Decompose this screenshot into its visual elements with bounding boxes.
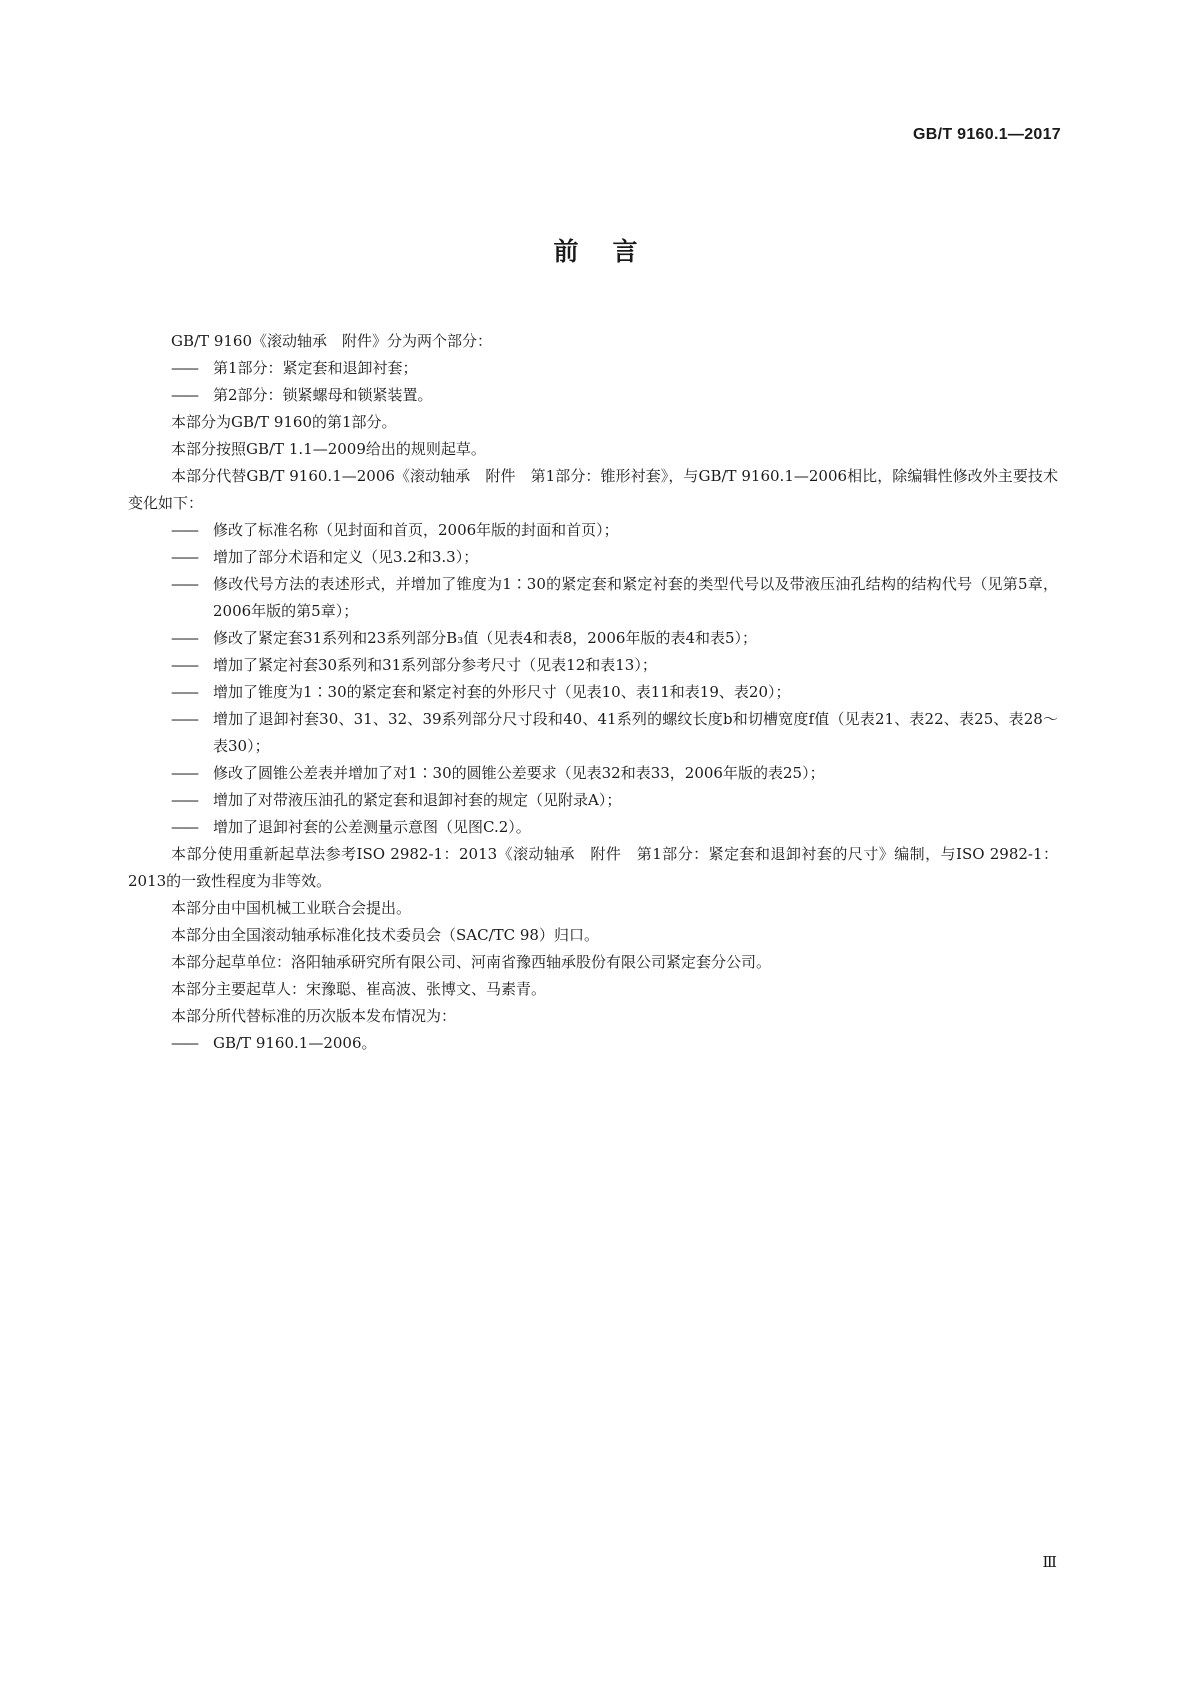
foreword-body <box>128 328 1058 1057</box>
change-item-text: 修改了紧定套31系列和23系列部分B₃值（见表4和表8，2006年版的表4和表5）； <box>213 629 758 647</box>
list-dash: —— <box>171 683 197 701</box>
history-item-text: GB/T 9160.1—2006。 <box>213 1034 377 1052</box>
list-item-text: 第2部分：锁紧螺母和锁紧装置。 <box>213 386 433 404</box>
paragraph-iso-reference: 本部分使用重新起草法参考ISO 2982-1：2013《滚动轴承 附件 第1部分：紧定套和退卸衬套的尺寸》编制，与ISO 2982-1：2013的一致性程度为非等效。 <box>128 845 1058 890</box>
change-item <box>128 760 1058 787</box>
change-item <box>128 814 1058 841</box>
list-dash: —— <box>171 521 197 539</box>
change-item <box>128 625 1058 652</box>
list-dash: —— <box>171 359 197 377</box>
change-item <box>128 652 1058 679</box>
change-item-text: 修改了圆锥公差表并增加了对1∶30的圆锥公差要求（见表32和表33，2006年版的表25）； <box>213 764 825 782</box>
list-dash: —— <box>171 710 197 728</box>
change-item <box>128 679 1058 706</box>
change-item <box>128 544 1058 571</box>
page-title: 前言 <box>553 237 672 266</box>
list-dash: —— <box>171 386 197 404</box>
change-item <box>128 706 1058 760</box>
paragraph-drafters: 本部分主要起草人：宋豫聪、崔高波、张博文、马素青。 <box>171 980 547 998</box>
change-item-text: 增加了部分术语和定义（见3.2和3.3）； <box>213 548 479 566</box>
list-dash: —— <box>171 1034 197 1052</box>
paragraph-drafting-units: 本部分起草单位：洛阳轴承研究所有限公司、河南省豫西轴承股份有限公司紧定套分公司。 <box>171 953 772 971</box>
list-item-text: 第1部分：紧定套和退卸衬套； <box>213 359 418 377</box>
paragraph-parts-intro: GB/T 9160《滚动轴承 附件》分为两个部分： <box>171 332 493 350</box>
paragraph-part-statement: 本部分为GB/T 9160的第1部分。 <box>171 413 397 431</box>
list-dash: —— <box>171 791 197 809</box>
change-item-text: 增加了锥度为1∶30的紧定套和紧定衬套的外形尺寸（见表10、表11和表19、表20）； <box>213 683 791 701</box>
list-dash: —— <box>171 764 197 782</box>
standard-number: GB/T 9160.1—2017 <box>913 126 1061 143</box>
list-item <box>128 382 1058 409</box>
change-item <box>128 571 1058 625</box>
list-dash: —— <box>171 575 197 593</box>
page-number: Ⅲ <box>1042 1555 1057 1571</box>
paragraph-replacement: 本部分代替GB/T 9160.1—2006《滚动轴承 附件 第1部分：锥形衬套》，与GB/T 9160.1—2006相比，除编辑性修改外主要技术变化如下： <box>128 467 1058 512</box>
change-item-text: 增加了紧定衬套30系列和31系列部分参考尺寸（见表12和表13）； <box>213 656 657 674</box>
list-item <box>128 355 1058 382</box>
list-dash: —— <box>171 548 197 566</box>
paragraph-drafting-rules: 本部分按照GB/T 1.1—2009给出的规则起草。 <box>171 440 486 458</box>
paragraph-committee: 本部分由全国滚动轴承标准化技术委员会（SAC/TC 98）归口。 <box>171 926 599 944</box>
paragraph-proposer: 本部分由中国机械工业联合会提出。 <box>171 899 412 917</box>
change-item <box>128 787 1058 814</box>
change-item-text: 修改了标准名称（见封面和首页，2006年版的封面和首页）； <box>213 521 619 539</box>
history-item <box>128 1030 1058 1057</box>
change-item-text: 增加了退卸衬套的公差测量示意图（见图C.2）。 <box>213 818 531 836</box>
change-item-text: 增加了退卸衬套30、31、32、39系列部分尺寸段和40、41系列的螺纹长度b和切槽宽度f值（见表21、表22、表25、表28～表30）； <box>213 710 1058 755</box>
paragraph-version-history: 本部分所代替标准的历次版本发布情况为： <box>171 1007 457 1025</box>
change-item <box>128 517 1058 544</box>
list-dash: —— <box>171 656 197 674</box>
change-item-text: 修改代号方法的表述形式，并增加了锥度为1∶30的紧定套和紧定衬套的类型代号以及带液压油孔结构的结构代号（见第5章，2006年版的第5章）； <box>213 575 1058 620</box>
list-dash: —— <box>171 818 197 836</box>
list-dash: —— <box>171 629 197 647</box>
change-item-text: 增加了对带液压油孔的紧定套和退卸衬套的规定（见附录A）； <box>213 791 622 809</box>
